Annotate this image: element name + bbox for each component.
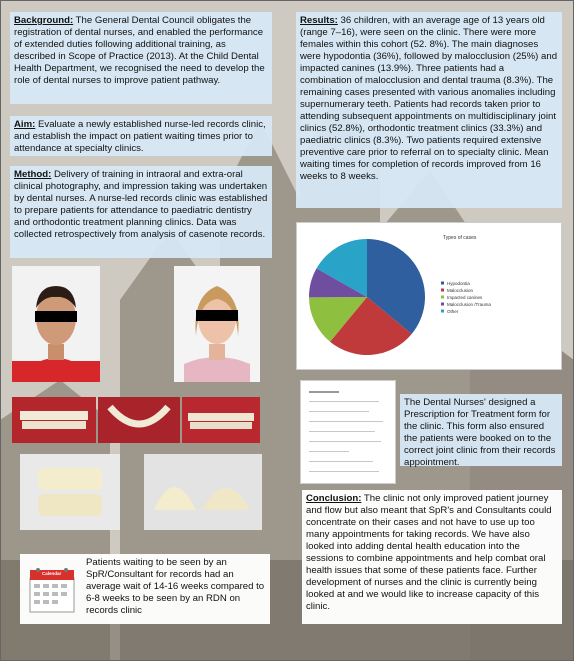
legend-swatch xyxy=(441,289,444,292)
prescription-section xyxy=(400,394,562,466)
prescription-form-image xyxy=(300,380,396,484)
background-section xyxy=(10,12,272,104)
intraoral-photo-lower-arch xyxy=(98,397,180,443)
background-heading: Background: xyxy=(14,15,74,26)
legend-label: Hypodontia xyxy=(447,281,470,286)
prescription-text: The Dental Nurses' designed a Prescription for Treatment form for the clinic. This form also ensured the patients were booked on to the correct joint clinic from their records appointment. xyxy=(404,397,556,468)
legend-label: Malocclusion /Trauma xyxy=(447,302,491,307)
aim-heading: Aim: xyxy=(14,119,36,130)
aim-text: Evaluate a newly established nurse-led records clinic, and establish the impact on patient waiting times prior to attendance at specialty clinics. xyxy=(14,119,266,154)
results-section xyxy=(296,12,562,208)
chart-title: Types of cases xyxy=(443,235,477,241)
waiting-time-text: Patients waiting to be seen by an SpR/Consultant for records had an average wait of 14-16 weeks compared to 6-8 weeks to be seen by an RDN on records clinic xyxy=(86,557,265,616)
method-heading: Method: xyxy=(14,169,52,180)
calendar-label: Calendar xyxy=(42,571,62,576)
waiting-time-section xyxy=(20,554,270,624)
legend-swatch xyxy=(441,282,444,285)
legend-label: Other xyxy=(447,309,459,314)
calendar-icon xyxy=(26,562,78,616)
patient-photo-girl xyxy=(174,266,260,382)
study-model-photo-2 xyxy=(144,454,262,530)
legend-swatch xyxy=(441,296,444,299)
pie-chart-svg xyxy=(297,223,561,369)
conclusion-heading: Conclusion: xyxy=(306,493,362,504)
eye-censor-bar xyxy=(35,311,77,322)
results-heading: Results: xyxy=(300,15,338,26)
conclusion-text: The clinic not only improved patient journey and flow but also meant that SpR's and Consultants could concentrate on their cases and not have to use up too many appointments for taking records. We have also looked into adding dental health education into the sessions to combine appointments and help combat oral health issues that some of these patients face. Further development of nurses and the clinic is currently being looked at and we would like to increase capacity of this clinic. xyxy=(306,493,552,612)
types-of-cases-chart xyxy=(296,222,562,370)
legend-label: Malocclusion xyxy=(447,288,474,293)
intraoral-photo-side xyxy=(182,397,260,443)
legend-label: Impacted canines xyxy=(447,295,483,300)
background-text: The General Dental Council obligates the registration of dental nurses, and enabled the performance of extended duties following additional training, as described in Scope of Practice (2013). At the Child Dental Health Department, we recognised the need to develop the role of dental nurses to improve patient pathway. xyxy=(14,15,265,86)
intraoral-photo-front xyxy=(12,397,96,443)
results-text: 36 children, with an average age of 13 years old (range 7–16), were seen on the clinic. There were more females within this cohort (52. 8%). The main diagnoses were hypodontia (36%), followed by malocclusion (25%) and impacted canines (13.9%). Three patients had a combination of malocclusion and dental trauma (8.3%). The remaining cases presented with various anomalies including supernumerary teeth. Patients had records taken prior to attending subsequent appointments on multidisciplinary joint clinics (52.8%), orthodontic treatment clinics (33.3%) and paediatric clinics (8.3%). Two patients required extensive preventive care prior to referral on to specialty clinic. Mean waiting times for completion of records improved from 16 weeks to 8 weeks. xyxy=(300,15,558,182)
patient-photo-boy xyxy=(12,266,100,382)
legend-swatch xyxy=(441,303,444,306)
legend-swatch xyxy=(441,310,444,313)
eye-censor-bar xyxy=(196,310,238,321)
aim-section xyxy=(10,116,272,156)
study-model-photo-1 xyxy=(20,454,120,530)
method-text: Delivery of training in intraoral and extra-oral clinical photography, and impression taking was undertaken by dental nurses. A nurse-led records clinic was established to prepare patients for attendance to paediatric dentistry and orthodontic treatment planning clinics. Data was collected retrospectively from analysis of casenote records. xyxy=(14,169,268,240)
conclusion-section xyxy=(302,490,562,624)
method-section xyxy=(10,166,272,258)
